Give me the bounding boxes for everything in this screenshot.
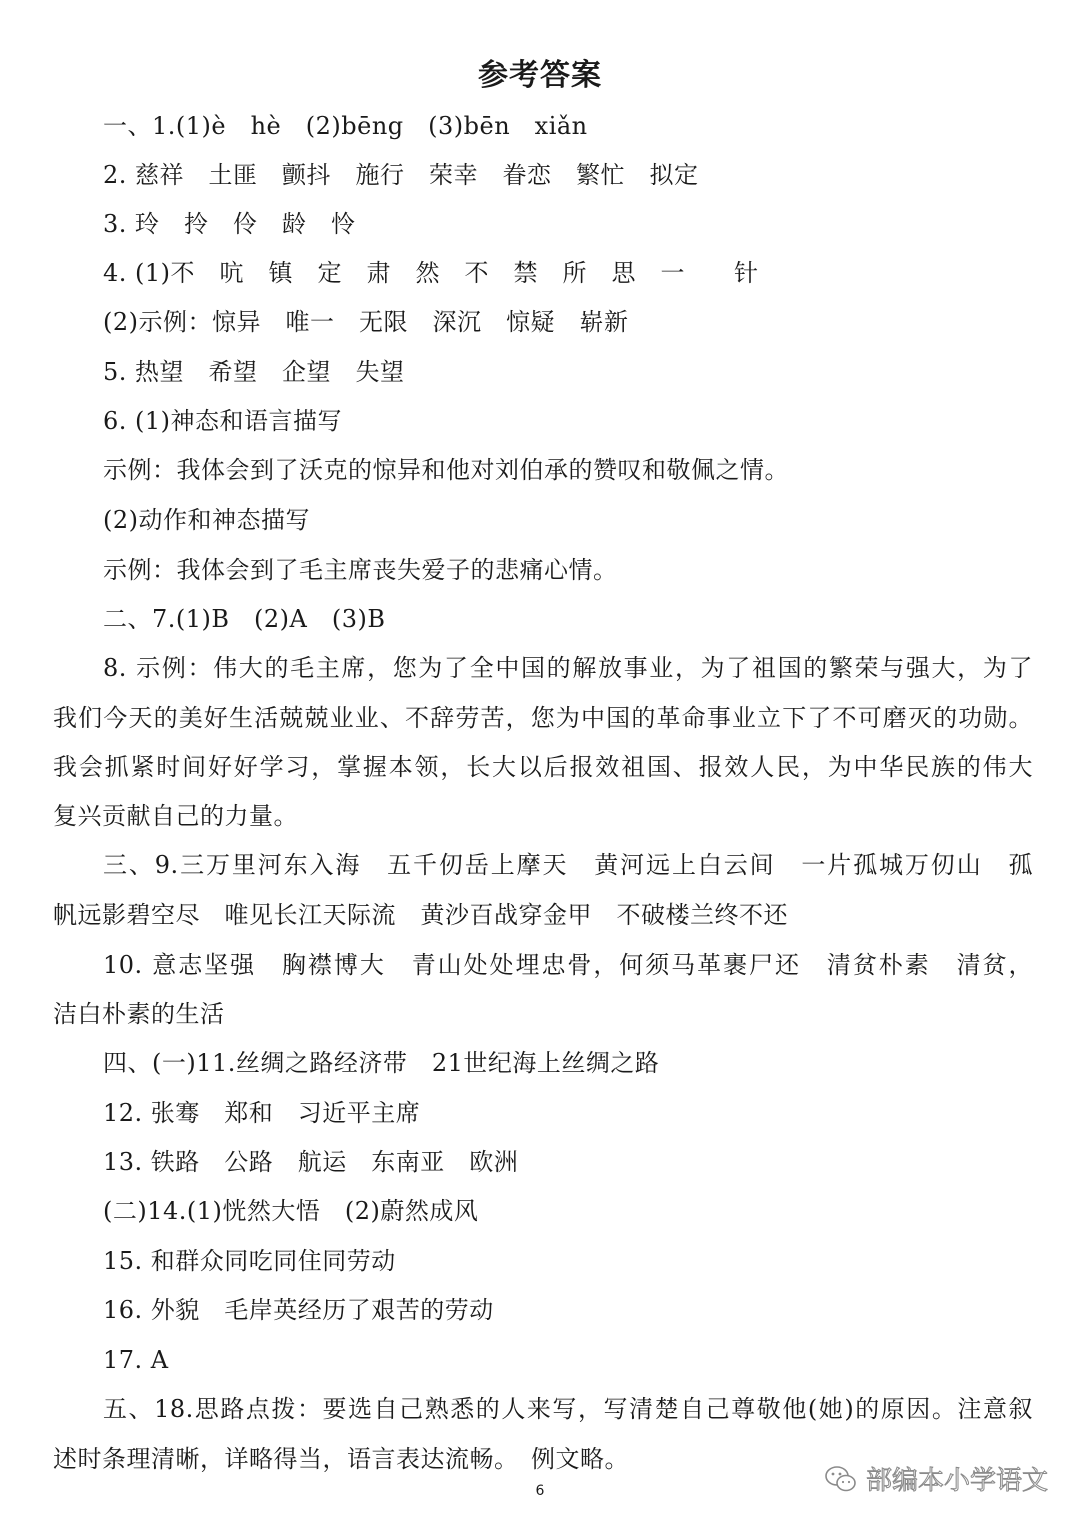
page-number: 6 xyxy=(535,1483,545,1499)
answer-line-14: 我会抓紧时间好好学习，掌握本领，长大以后报效祖国、报效人民，为中华民族的伟大 xyxy=(53,753,1033,781)
answer-line-19: 洁白朴素的生活 xyxy=(53,1000,225,1028)
answer-line-7: 6. (1)神态和语言描写 xyxy=(103,407,343,435)
answer-line-5: (2)示例：惊异 唯一 无限 深沉 惊疑 崭新 xyxy=(103,308,629,336)
answer-line-23: (二)14.(1)恍然大悟 (2)蔚然成风 xyxy=(103,1197,479,1225)
answer-line-17: 帆远影碧空尽 唯见长江天际流 黄沙百战穿金甲 不破楼兰终不还 xyxy=(53,901,788,929)
watermark xyxy=(824,1460,1048,1497)
answer-line-4: 4. (1)不 吭 镇 定 肃 然 不 禁 所 思 一 针 xyxy=(103,259,759,287)
answer-line-10: 示例：我体会到了毛主席丧失爱子的悲痛心情。 xyxy=(103,556,618,584)
answer-line-1: 一、1.(1)è hè (2)bēng (3)bēn xiǎn xyxy=(103,112,588,140)
answer-line-6: 5. 热望 希望 企望 失望 xyxy=(103,358,405,386)
answer-line-25: 16. 外貌 毛岸英经历了艰苦的劳动 xyxy=(103,1296,494,1324)
answer-line-20: 四、(一)11.丝绸之路经济带 21世纪海上丝绸之路 xyxy=(103,1049,660,1077)
answer-line-13: 我们今天的美好生活兢兢业业、不辞劳苦，您为中国的革命事业立下了不可磨灭的功勋。 xyxy=(53,704,1033,732)
answer-line-28: 述时条理清晰，详略得当，语言表达流畅。 例文略。 xyxy=(53,1445,629,1473)
watermark-text: 部编本小学语文 xyxy=(865,1466,1048,1496)
page-title: 参考答案 xyxy=(478,58,602,93)
answer-line-18: 10. 意志坚强 胸襟博大 青山处处埋忠骨，何须马革裹尸还 清贫朴素 清贫， xyxy=(103,951,1033,979)
answer-line-27: 五、18.思路点拨：要选自己熟悉的人来写，写清楚自己尊敬他(她)的原因。注意叙 xyxy=(103,1395,1033,1423)
answer-line-16: 三、9.三万里河东入海 五千仞岳上摩天 黄河远上白云间 一片孤城万仞山 孤 xyxy=(103,851,1033,879)
answer-line-12: 8. 示例：伟大的毛主席，您为了全中国的解放事业，为了祖国的繁荣与强大，为了 xyxy=(103,654,1033,682)
answer-line-22: 13. 铁路 公路 航运 东南亚 欧洲 xyxy=(103,1148,519,1176)
wechat-icon xyxy=(824,1464,858,1494)
answer-line-3: 3. 玲 拎 伶 龄 怜 xyxy=(103,210,356,238)
answer-line-21: 12. 张骞 郑和 习近平主席 xyxy=(103,1099,421,1127)
answer-line-8: 示例：我体会到了沃克的惊异和他对刘伯承的赞叹和敬佩之情。 xyxy=(103,456,789,484)
answer-line-26: 17. A xyxy=(103,1346,169,1374)
answer-line-2: 2. 慈祥 土匪 颤抖 施行 荣幸 眷恋 繁忙 拟定 xyxy=(103,161,699,189)
answer-line-9: (2)动作和神态描写 xyxy=(103,506,310,534)
answer-line-15: 复兴贡献自己的力量。 xyxy=(53,802,298,830)
answer-line-24: 15. 和群众同吃同住同劳动 xyxy=(103,1247,396,1275)
answer-line-11: 二、7.(1)B (2)A (3)B xyxy=(103,605,386,633)
